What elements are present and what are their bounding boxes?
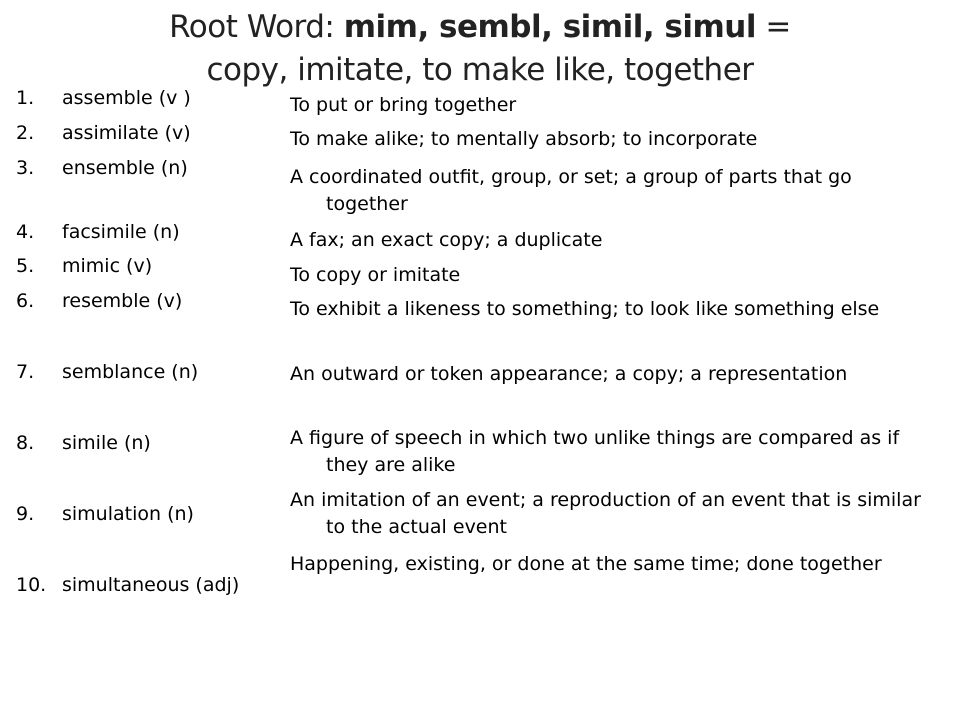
definition-item: An outward or token appearance; a copy; a representation xyxy=(290,363,848,385)
definition-item: Happening, existing, or done at the same time; done together xyxy=(290,553,882,575)
word-item xyxy=(16,573,239,597)
definition-item: A coordinated outfit, group, or set; a group of parts that go together xyxy=(290,166,852,215)
word-item xyxy=(16,502,194,526)
definition-item: A figure of speech in which two unlike things are compared as if they are alike xyxy=(290,427,900,476)
word-number: 7. xyxy=(16,361,35,383)
word-number: 5. xyxy=(16,255,35,277)
word-number: 6. xyxy=(16,290,35,312)
word-number: 8. xyxy=(16,432,35,454)
definition-item: To put or bring together xyxy=(290,94,517,116)
word-item xyxy=(16,360,198,384)
title-prefix: Root Word: xyxy=(169,9,344,45)
title-line-2: copy, imitate, to make like, together xyxy=(206,52,754,88)
word-text: ensemble (n) xyxy=(62,157,188,179)
title-roots: mim, sembl, simil, simul xyxy=(343,9,756,45)
word-text: resemble (v) xyxy=(62,290,183,312)
word-text: simile (n) xyxy=(62,432,151,454)
word-text: assimilate (v) xyxy=(62,122,191,144)
word-text: semblance (n) xyxy=(62,361,199,383)
word-item xyxy=(16,431,151,455)
word-item xyxy=(16,86,191,110)
definition-item: To copy or imitate xyxy=(290,264,461,286)
word-list xyxy=(0,0,300,720)
word-number: 1. xyxy=(16,87,35,109)
definition-item: To make alike; to mentally absorb; to incorporate xyxy=(290,128,758,150)
word-text: simultaneous (adj) xyxy=(62,574,240,596)
word-number: 4. xyxy=(16,221,35,243)
word-item xyxy=(16,156,188,180)
word-item xyxy=(16,220,180,244)
word-text: assemble (v ) xyxy=(62,87,191,109)
definition-item: A fax; an exact copy; a duplicate xyxy=(290,229,603,251)
word-text: simulation (n) xyxy=(62,503,194,525)
word-item xyxy=(16,254,152,278)
word-number: 9. xyxy=(16,503,35,525)
word-number: 3. xyxy=(16,157,35,179)
word-number: 10. xyxy=(16,574,47,596)
word-item xyxy=(16,121,191,145)
definition-list xyxy=(290,0,930,720)
definition-item: An imitation of an event; a reproduction of an event that is similar to the actual event xyxy=(290,489,921,538)
word-text: facsimile (n) xyxy=(62,221,180,243)
word-item xyxy=(16,289,182,313)
word-number: 2. xyxy=(16,122,35,144)
definition-item: To exhibit a likeness to something; to look like something else xyxy=(290,298,880,320)
word-text: mimic (v) xyxy=(62,255,153,277)
title-suffix: = xyxy=(755,9,791,45)
